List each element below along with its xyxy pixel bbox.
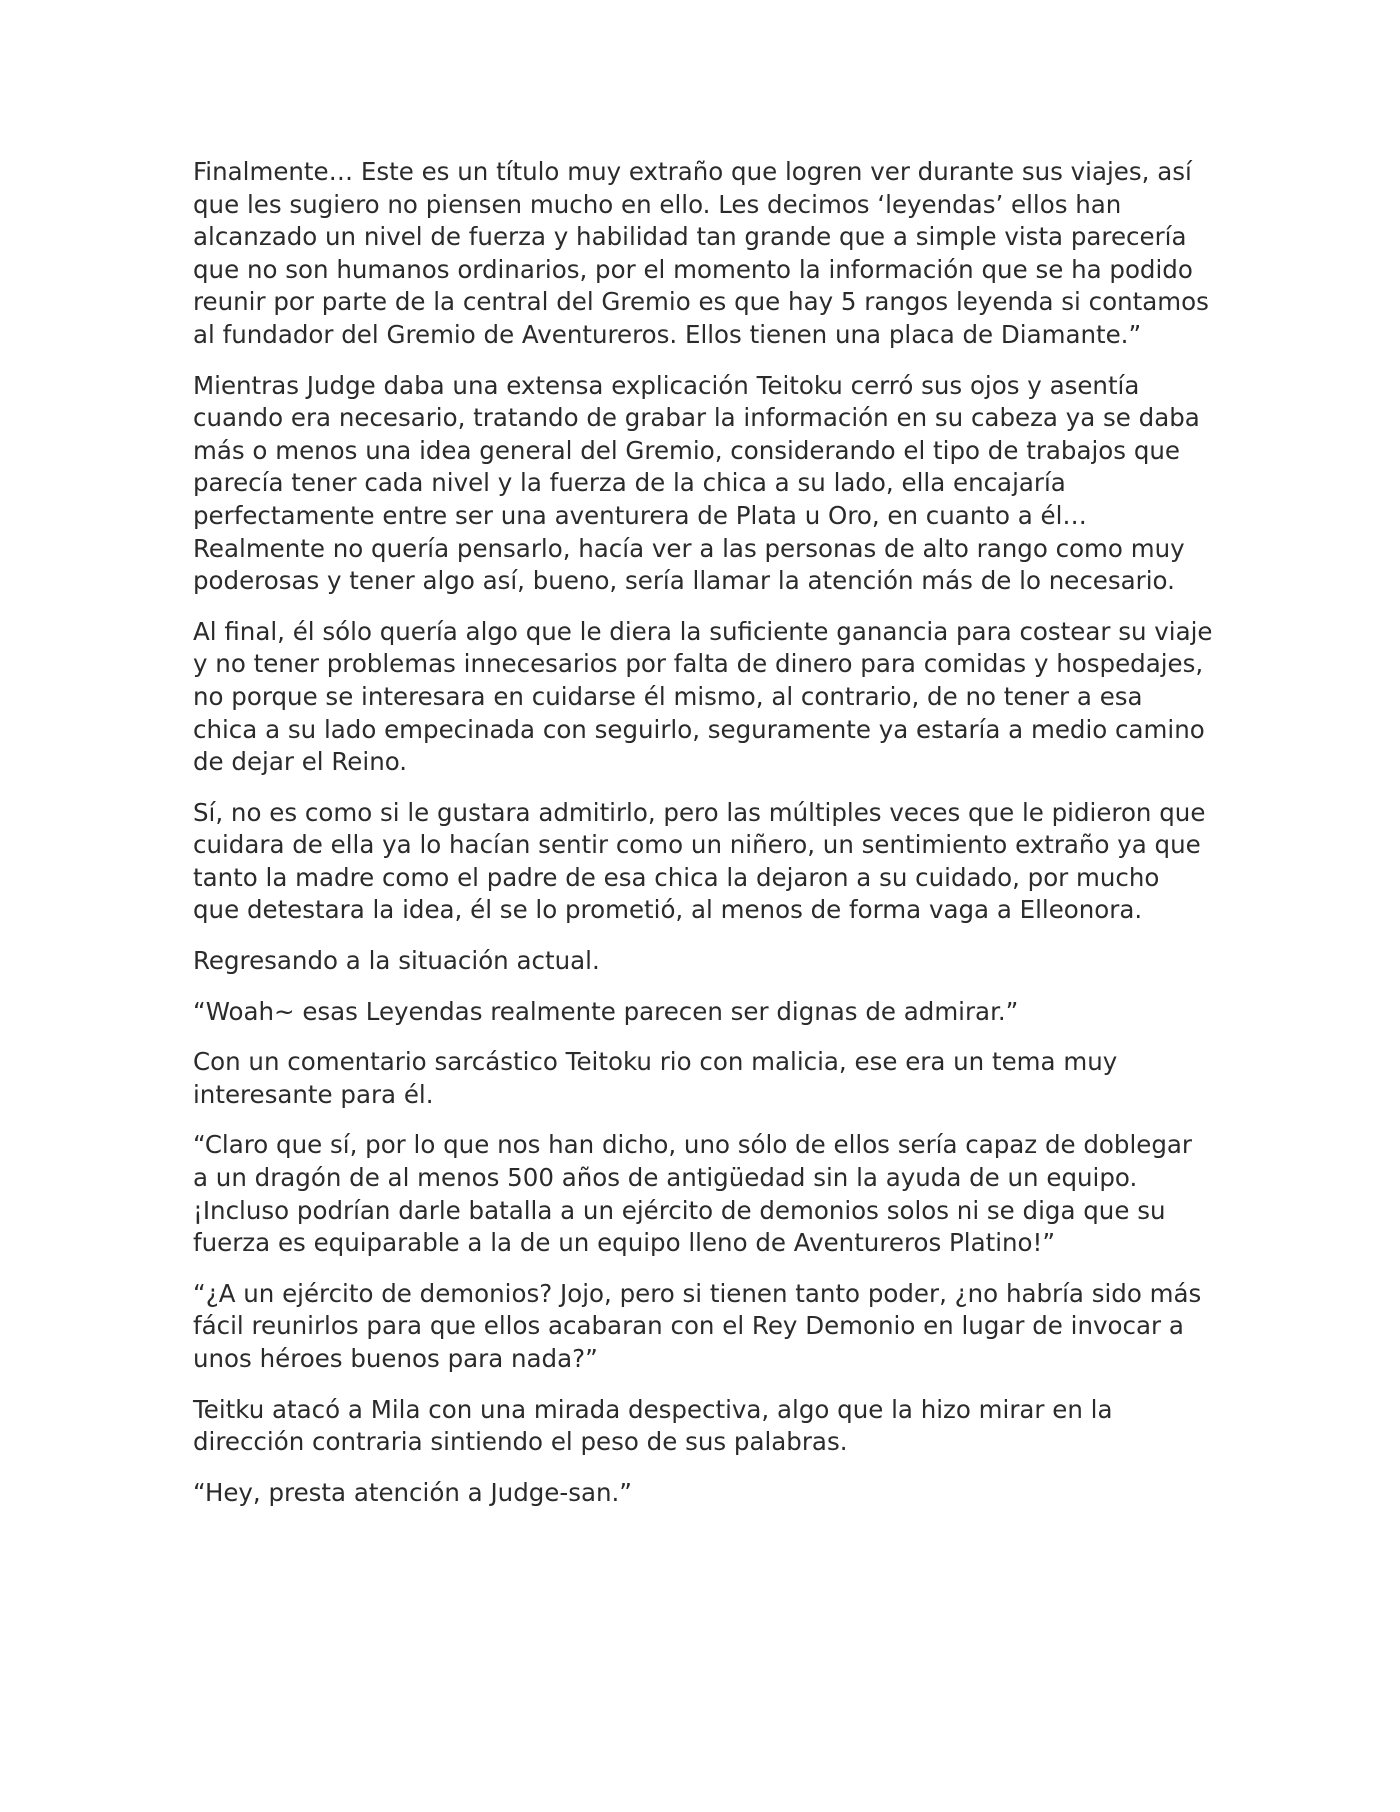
- document-body: [193, 156, 1213, 1527]
- paragraph-10: Teitku atacó a Mila con una mirada despectiva, algo que la hizo mirar en la dirección contraria sintiendo el peso de sus palabras.: [193, 1394, 1113, 1457]
- paragraph-6: “Woah~ esas Leyendas realmente parecen ser dignas de admirar.”: [193, 996, 1019, 1026]
- paragraph-2: Mientras Judge daba una extensa explicación Teitoku cerró sus ojos y asentía cuando era necesario, tratando de grabar la información en su cabeza ya se daba más o menos una idea general del Gremio, considerando el tipo de trabajos que parecía tener cada nivel y la fuerza de la chica a su lado, ella encajaría perfectamente entre ser una aventurera de Plata u Oro, en cuanto a él… Realmente no quería pensarlo, hacía ver a las personas de alto rango como muy poderosas y tener algo así, bueno, sería llamar la atención más de lo necesario.: [193, 370, 1200, 596]
- paragraph-9: “¿A un ejército de demonios? Jojo, pero si tienen tanto poder, ¿no habría sido más fácil reunirlos para que ellos acabaran con el Rey Demonio en lugar de invocar a unos héroes buenos para nada?”: [193, 1278, 1202, 1373]
- paragraph-11: “Hey, presta atención a Judge-san.”: [193, 1477, 633, 1507]
- paragraph-4: Sí, no es como si le gustara admitirlo, pero las múltiples veces que le pidieron que cuidara de ella ya lo hacían sentir como un niñero, un sentimiento extraño ya que tanto la madre como el padre de esa chica la dejaron a su cuidado, por mucho que detestara la idea, él se lo prometió, al menos de forma vaga a Elleonora.: [193, 797, 1206, 925]
- paragraph-7: Con un comentario sarcástico Teitoku rio con malicia, ese era un tema muy interesante para él.: [193, 1047, 1118, 1109]
- paragraph-5: Regresando a la situación actual.: [193, 946, 600, 976]
- paragraph-3: Al final, él sólo quería algo que le diera la suficiente ganancia para costear su viaje y no tener problemas innecesarios por falta de dinero para comidas y hospedajes, no porque se interesara en cuidarse él mismo, al contrario, de no tener a esa chica a su lado empecinada con seguirlo, seguramente ya estaría a medio camino de dejar el Reino.: [193, 616, 1213, 777]
- paragraph-1: Finalmente… Este es un título muy extraño que logren ver durante sus viajes, así que les sugiero no piensen mucho en ello. Les decimos ‘leyendas’ ellos han alcanzado un nivel de fuerza y habilidad tan grande que a simple vista parecería que no son humanos ordinarios, por el momento la información que se ha podido reunir por parte de la central del Gremio es que hay 5 rangos leyenda si contamos al fundador del Gremio de Aventureros. Ellos tienen una placa de Diamante.”: [193, 157, 1209, 349]
- paragraph-8: “Claro que sí, por lo que nos han dicho, uno sólo de ellos sería capaz de doblegar a un dragón de al menos 500 años de antigüedad sin la ayuda de un equipo. ¡Incluso podrían darle batalla a un ejército de demonios solos ni se diga que su fuerza es equiparable a la de un equipo lleno de Aventureros Platino!”: [193, 1130, 1192, 1258]
